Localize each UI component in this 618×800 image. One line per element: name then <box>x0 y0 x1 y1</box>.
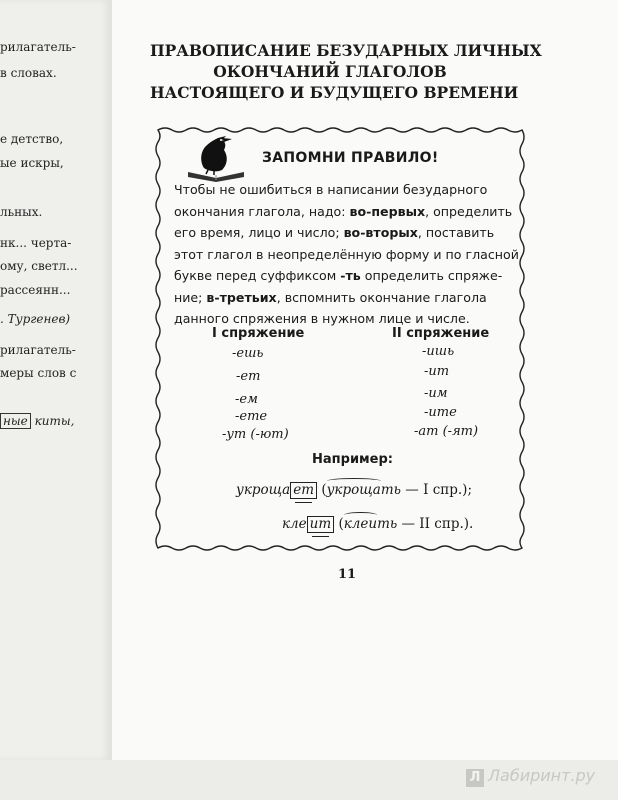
rule-text-fragment: букве перед суффиксом <box>174 268 341 283</box>
infinitive-suffix: ть <box>377 516 398 532</box>
conjugation-2-heading: II спряжение <box>392 326 490 341</box>
rule-keyword: во-вторых <box>343 225 418 240</box>
rule-keyword: во-первых <box>349 203 426 219</box>
example-heading: Например: <box>312 452 393 467</box>
title-line: ПРАВОПИСАНИЕ БЕЗУДАРНЫХ ЛИЧНЫХ <box>150 41 542 60</box>
title-line: НАСТОЯЩЕГО И БУДУЩЕГО ВРЕМЕНИ <box>150 83 519 102</box>
ending-conj-2: -ит <box>424 364 450 379</box>
infinitive-stem: клеи <box>343 516 378 532</box>
ending-conj-2: -ите <box>424 405 457 420</box>
left-text-line: меры слов с <box>0 366 77 380</box>
rule-text-fragment: Чтобы не ошибиться в написании безударного <box>174 182 488 197</box>
rule-keyword: -ть <box>340 268 361 283</box>
rule-text-fragment: его время, лицо и число; <box>174 225 344 240</box>
rule-text-fragment: данного спряжения в нужном лице и числе. <box>174 311 470 326</box>
rule-line <box>174 201 516 223</box>
rule-text-fragment: ние; <box>174 289 207 305</box>
boxed-ending: ные <box>0 413 31 429</box>
title-line: ОКОНЧАНИЙ ГЛАГОЛОВ <box>213 62 447 81</box>
example-2 <box>282 516 473 533</box>
left-text-line: е детство, <box>0 132 64 146</box>
ending-box: ит <box>307 516 335 533</box>
ending-conj-1: -ете <box>235 409 268 424</box>
left-text-line: льных. <box>0 205 43 219</box>
ending-box: ет <box>290 482 317 499</box>
rule-line <box>174 287 516 309</box>
left-text-line: в словах. <box>0 66 57 80</box>
infinitive-suffix: ть <box>380 482 401 498</box>
watermark-text: Лабиринт.ру <box>488 766 596 785</box>
ending-conj-1: -ет <box>236 369 261 384</box>
left-text-line: рилагатель- <box>0 40 76 54</box>
watermark <box>466 766 595 787</box>
left-text-line: . Тургенев) <box>0 312 71 326</box>
example-paren: ( <box>317 482 327 498</box>
watermark-logo-icon: Л <box>466 769 484 787</box>
ending-conj-2: -им <box>424 386 448 401</box>
rule-text-fragment: этот глагол в неопределённую форму и по гласной <box>174 246 519 262</box>
ending-conj-1: -ем <box>235 392 258 407</box>
rule-line <box>174 265 516 287</box>
ending-conj-2: -ишь <box>422 344 455 359</box>
page-number: 11 <box>338 567 357 582</box>
left-text-line: рилагатель- <box>0 343 76 357</box>
ending-conj-2: -ат (-ят) <box>414 424 479 439</box>
rule-text-fragment: , поставить <box>417 225 495 240</box>
left-word: киты, <box>34 414 75 428</box>
left-page <box>0 0 114 760</box>
page-title <box>150 40 542 103</box>
rule-text-fragment: , вспомнить окончание глагола <box>276 289 487 305</box>
left-text-line: рассеянн... <box>0 283 71 297</box>
rule-line <box>174 222 516 244</box>
conjugation-1-heading: I спряжение <box>212 326 305 341</box>
ending-conj-1: -ут (-ют) <box>222 427 289 442</box>
left-text-line: ому, светл... <box>0 259 78 273</box>
rule-line <box>174 244 519 266</box>
rule-keyword: в-третьих <box>206 289 277 305</box>
example-tail: — I спр.); <box>400 482 472 498</box>
ending-conj-1: -ешь <box>232 346 264 361</box>
example-paren: ( <box>334 516 344 532</box>
rule-heading: ЗАПОМНИ ПРАВИЛО! <box>262 150 439 166</box>
infinitive-stem: укроща <box>326 482 381 498</box>
rule-text-fragment: окончания глагола, надо: <box>174 203 350 219</box>
rule-text <box>174 179 519 330</box>
left-text-line: ые искры, <box>0 156 64 170</box>
example-stem: укроща <box>236 482 291 498</box>
example-tail: — II спр.). <box>397 516 474 532</box>
rule-text-fragment: определить спряже- <box>360 268 503 283</box>
rule-text-fragment: , определить <box>425 203 513 219</box>
example-stem: кле <box>282 516 307 532</box>
example-1 <box>236 482 472 499</box>
left-text-line <box>0 414 74 428</box>
rule-line <box>174 179 516 201</box>
left-text-line: нк... черта- <box>0 236 72 250</box>
